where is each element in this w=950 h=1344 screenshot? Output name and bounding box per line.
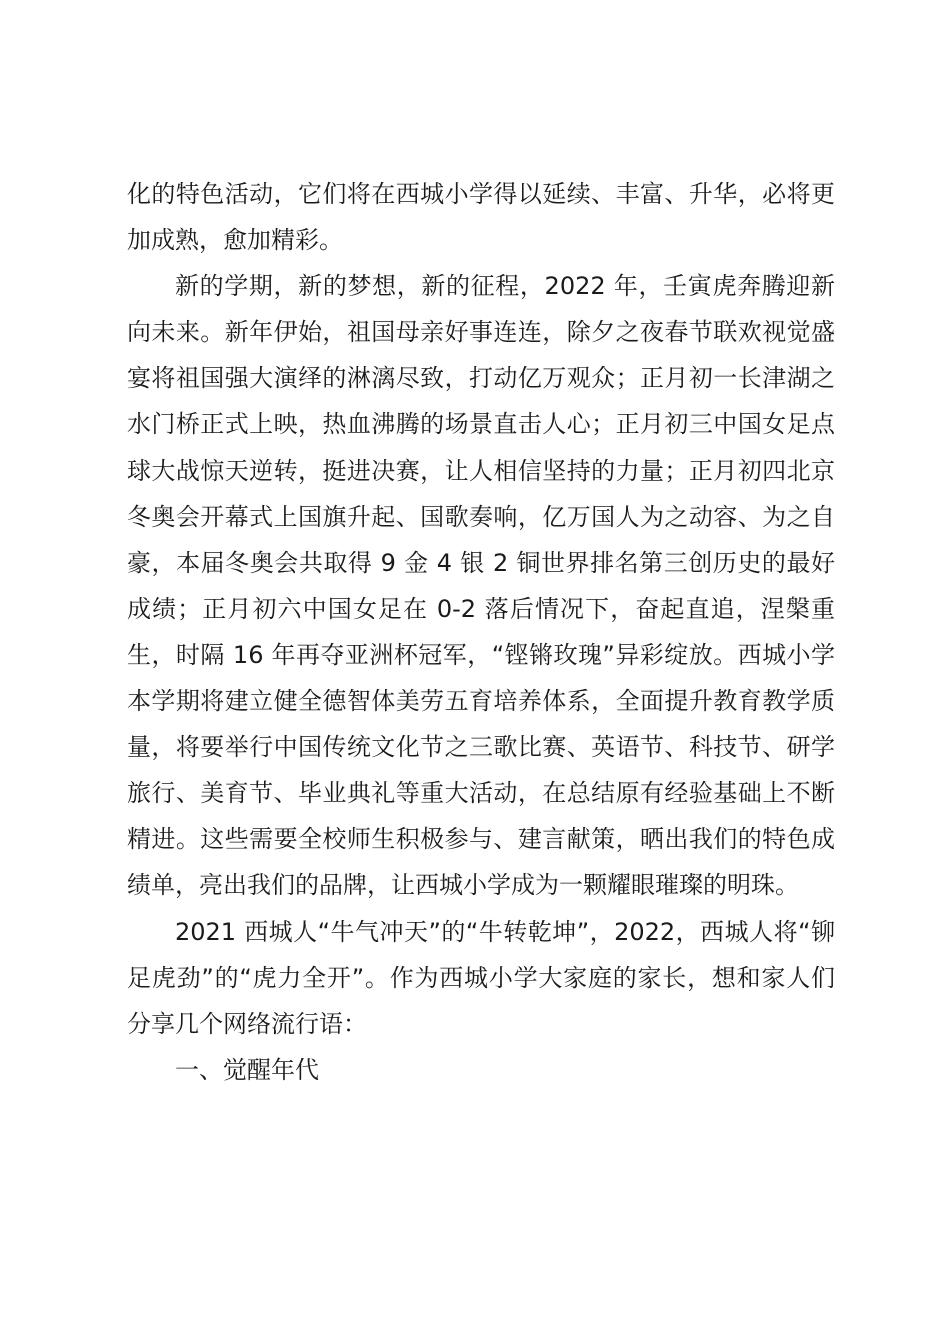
paragraph-continuation: 化的特色活动，它们将在西城小学得以延续、丰富、升华，必将更加成熟，愈加精彩。: [127, 180, 835, 255]
paragraph-new-semester: 新的学期，新的梦想，新的征程，2022 年，壬寅虎奔腾迎新向未来。新年伊始，祖国母亲好事连连，除夕之夜春节联欢视觉盛宴将祖国强大演绎的淋漓尽致，打动亿万观众；正月初一长津湖之水门桥正式上映，热血沸腾的场景直击人心；正月初三中国女足点球大战惊天逆转，挺进决赛，让人相信坚持的力量；正月初四北京冬奥会开幕式上国旗升起、国歌奏响，亿万国人为之动容、为之自豪，本届冬奥会共取得 9 金 4 银 2 铜世界排名第三创历史的最好成绩；正月初六中国女足在 0-2 落后情况下，奋起直追，涅槃重生，时隔 16 年再夺亚洲杯冠军，“铿锵玫瑰”异彩绽放。西城小学本学期将建立健全德智体美劳五育培养体系，全面提升教育教学质量，将要举行中国传统文化节之三歌比赛、英语节、科技节、研学旅行、美育节、毕业典礼等重大活动，在总结原有经验基础上不断精进。这些需要全校师生积极参与、建言献策，晒出我们的特色成绩单，亮出我们的品牌，让西城小学成为一颗耀眼璀璨的明珠。: [127, 272, 835, 900]
document-body: [127, 171, 835, 1093]
section-heading-awakening-age: 一、觉醒年代: [175, 1055, 319, 1084]
paragraph-2022-xicheng: 2021 西城人“牛气冲天”的“牛转乾坤”，2022，西城人将“铆足虎劲”的“虎力全开”。作为西城小学大家庭的家长，想和家人们分享几个网络流行语：: [127, 917, 835, 1038]
